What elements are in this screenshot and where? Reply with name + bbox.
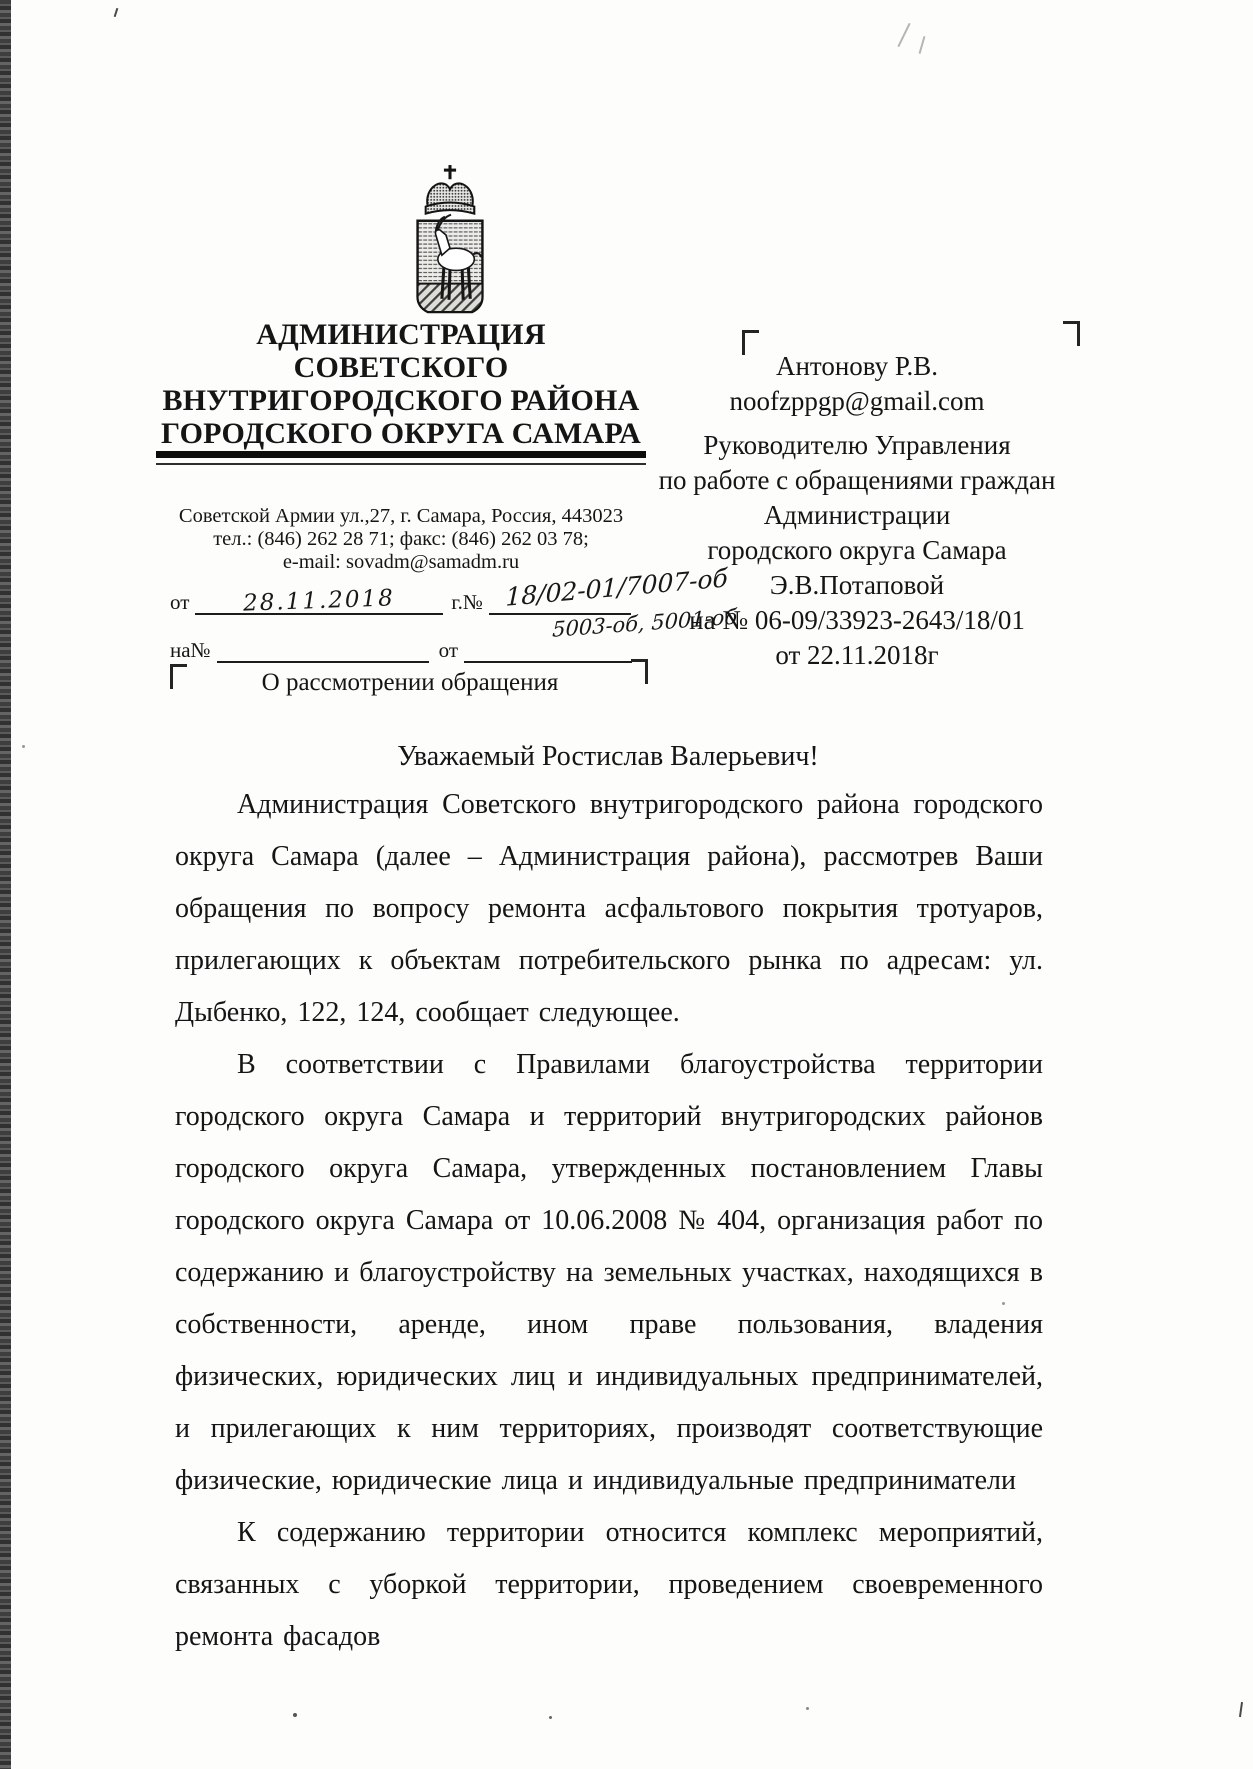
recipient-name: Антонову Р.В.	[775, 351, 939, 381]
crown-cross	[444, 165, 456, 179]
ref-date-field	[464, 636, 632, 663]
body-paragraph: Администрация Советского внутригородского района городского округа Самара (далее – Администрация района), рассмотрев Ваши обращения по вопросу ремонта асфальтового покрытия тротуаров, прилегающих к объектам потребительского рынка по адресам: ул. Дыбенко, 122, 124, сообщает следующее.	[175, 789, 1043, 1028]
scan-speck	[1239, 1702, 1243, 1717]
crown-band	[426, 203, 475, 214]
recipient-title-line: по работе с обращениями граждан	[658, 465, 1056, 495]
ref-number-field	[217, 636, 429, 663]
scan-speck	[919, 36, 926, 54]
recipient-block	[653, 349, 1061, 673]
recipient-title-line: Э.В.Потаповой	[769, 570, 945, 600]
header-rule-thick	[156, 451, 646, 458]
scan-speck	[897, 23, 910, 47]
number-label: г.№	[451, 590, 483, 614]
address-line: e-mail: sovadm@samadm.ru	[282, 551, 520, 573]
incoming-reference-row	[170, 636, 632, 663]
recipient-title-line: Администрации	[763, 500, 951, 530]
handwritten-date: 28.11.2018	[243, 585, 396, 617]
org-line: ГОРОДСКОГО ОКРУГА САМАРА	[156, 417, 646, 450]
header-rule-thin	[156, 463, 646, 465]
scan-edge-artifact	[0, 0, 11, 1769]
address-line: Советской Армии ул.,27, г. Самара, Россия, 443023	[178, 505, 624, 527]
recipient-title-line: городского округа Самара	[707, 535, 1007, 565]
address-line: тел.: (846) 262 28 71; факс: (846) 262 03 78;	[213, 528, 589, 550]
recipient-ref-date: от 22.11.2018г	[775, 640, 939, 670]
scan-speck	[293, 1713, 297, 1717]
body-paragraph: К содержанию территории относится комплекс мероприятий, связанных с уборкой территории, проведением своевременного ремонта фасадов	[175, 1517, 1043, 1652]
spacer	[653, 419, 1061, 428]
sender-org-name	[156, 318, 646, 450]
org-line: СОВЕТСКОГО	[293, 351, 509, 384]
corner-bracket-recipient-right	[1063, 321, 1080, 346]
samara-coat-of-arms	[398, 162, 502, 314]
scan-speck	[806, 1707, 809, 1710]
date-field	[195, 585, 443, 617]
recipient-ref-number: на № 06-09/33923-2643/18/01	[689, 605, 1025, 635]
handwritten-outgoing-number: 18/02-01/7007-об	[505, 563, 729, 612]
ref-label: на№	[170, 638, 211, 662]
recipient-title-line: Руководителю Управления	[703, 430, 1011, 460]
scan-speck	[549, 1716, 552, 1719]
scan-speck	[22, 745, 25, 748]
sender-address	[151, 505, 651, 574]
recipient-email: noofzppgp@gmail.com	[729, 386, 985, 416]
ref-date-label: от	[438, 638, 459, 662]
body-paragraph: В соответствии с Правилами благоустройства территории городского округа Самара и территорий внутригородских районов городского округа Самара, утвержденных постановлением Главы городского округа Самара от 10.06.2008 № 404, организация работ по содержанию и благоустройству на земельных участках, находящихся в собственности, аренде, ином праве пользования, владения физических, юридических лиц и индивидуальных предпринимателей, и прилегающих к ним территориях, производят соответствующие физические, юридические лица и индивидуальные предприниматели	[175, 1049, 1043, 1496]
subject-line: О рассмотрении обращения	[261, 669, 559, 696]
org-line: АДМИНИСТРАЦИЯ	[256, 318, 546, 351]
handwritten-outgoing-number-extra: 5003-об, 5001-об	[551, 604, 738, 642]
org-line: ВНУТРИГОРОДСКОГО РАЙОНА	[162, 384, 640, 417]
scan-speck	[114, 8, 119, 17]
letter-body	[175, 779, 1043, 1663]
date-label: от	[170, 590, 190, 614]
salutation: Уважаемый Ростислав Валерьевич!	[397, 741, 819, 772]
